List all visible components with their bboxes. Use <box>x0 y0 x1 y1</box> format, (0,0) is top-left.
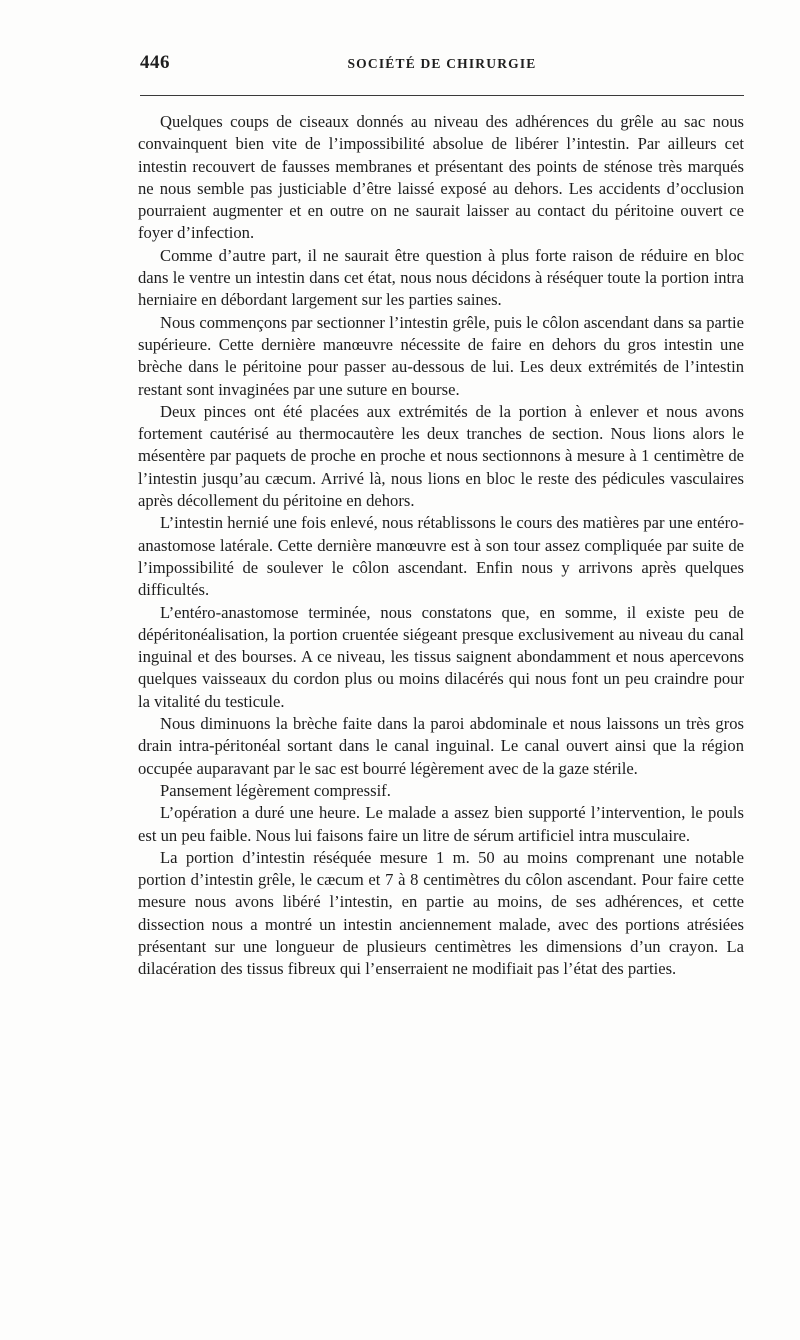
paragraph: L’entéro-anastomose terminée, nous constatons que, en somme, il existe peu de dépéritonéalisation, la portion cruentée siégeant presque exclusivement au niveau du canal inguinal et des bourses. A ce niveau, les tissus saignent abondamment et nous apercevons quelques vaisseaux du cordon plus ou moins dilacérés qui nous font un peu craindre pour la vitalité du testicule. <box>138 602 744 711</box>
running-head: SOCIÉTÉ DE CHIRURGIE <box>347 56 537 71</box>
paragraph: Deux pinces ont été placées aux extrémités de la portion à enlever et nous avons fortement cautérisé au thermocautère les deux tranches de section. Nous lions alors le mésentère par paquets de proche en proche et nous sectionnons à mesure à 1 centimètre de l’intestin jusqu’au cæcum. Arrivé là, nous lions en bloc le reste des pédicules vasculaires après décollement du péritoine en dehors. <box>138 401 744 511</box>
paragraph: Nous commençons par sectionner l’intestin grêle, puis le côlon ascendant dans sa partie supérieure. Cette dernière manœuvre nécessite de faire en dehors du gros intestin une brèche dans le péritoine pour passer au-dessous de lui. Les deux extrémités de l’intestin restant sont invaginées par une suture en bourse. <box>138 312 744 399</box>
paragraph: Pansement légèrement compressif. <box>160 780 391 800</box>
page-number: 446 <box>140 52 170 73</box>
paragraph: La portion d’intestin réséquée mesure 1 m. 50 au moins comprenant une notable portion d’intestin grêle, le cæcum et 7 à 8 centimètres du côlon ascendant. Pour faire cette mesure nous avons libéré l’intestin, en partie au moins, de ses adhérences, et cette dissection nous a montré un intestin anciennement malade, avec des portions atrésiées présentant sur une longueur de plusieurs centimètres les dimensions d’un crayon. La dilacération des tissus fibreux qui l’enserraient ne modifiait pas l’état des parties. <box>138 847 744 979</box>
body-text <box>138 111 744 981</box>
paragraph: L’intestin hernié une fois enlevé, nous rétablissons le cours des matières par une entéro-anastomose latérale. Cette dernière manœuvre est à son tour assez compliquée par suite de l’impossibilité de soulever le côlon ascendant. Enfin nous y arrivons après quelques difficultés. <box>138 513 744 600</box>
header-rule <box>140 95 744 96</box>
page-header <box>140 52 744 78</box>
paragraph: L’opération a duré une heure. Le malade a assez bien supporté l’intervention, le pouls est un peu faible. Nous lui faisons faire un litre de sérum artificiel intra musculaire. <box>138 803 744 845</box>
paragraph: Comme d’autre part, il ne saurait être question à plus forte raison de réduire en bloc dans le ventre un intestin dans cet état, nous nous décidons à réséquer toute la portion intra herniaire en débordant largement sur les parties saines. <box>138 245 744 310</box>
paragraph: Nous diminuons la brèche faite dans la paroi abdominale et nous laissons un très gros drain intra-péritonéal sortant dans le canal inguinal. Le canal ouvert ainsi que la région occupée auparavant par le sac est bourré légèrement avec de la gaze stérile. <box>138 714 744 778</box>
paragraph: Quelques coups de ciseaux donnés au niveau des adhérences du grêle au sac nous convainquent bien vite de l’impossibilité absolue de libérer l’intestin. Par ailleurs cet intestin recouvert de fausses membranes et présentant des points de sténose très marqués ne nous semble pas justiciable d’être laissé exposé au dehors. Les accidents d’occlusion pourraient augmenter et en outre on ne saurait laisser au contact du péritoine ouvert ce foyer d’infection. <box>138 112 744 243</box>
